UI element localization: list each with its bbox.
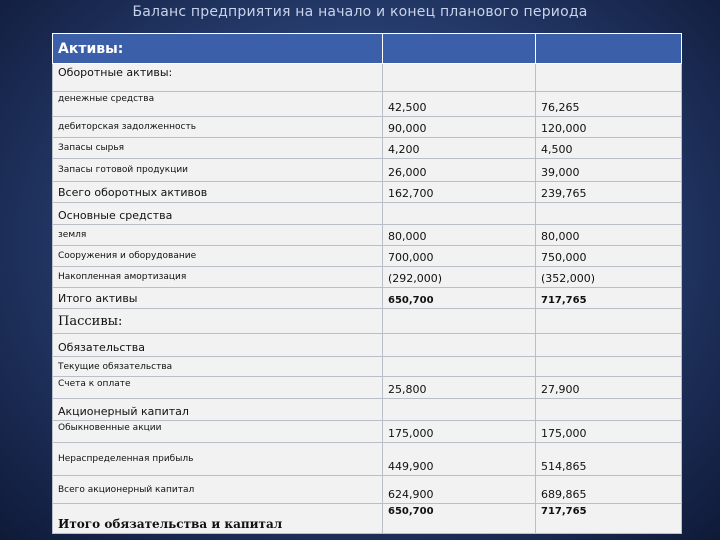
table-row xyxy=(53,377,682,399)
row-label: Обязательства xyxy=(53,334,383,357)
row-label: Итого обязательства и капитал xyxy=(53,504,383,534)
row-label: Текущие обязательства xyxy=(53,357,383,377)
row-value-start xyxy=(383,309,536,334)
row-value-end xyxy=(536,309,682,334)
row-value-end: 120,000 xyxy=(536,117,682,138)
row-label: Оборотные активы: xyxy=(53,64,383,92)
row-value-start: 175,000 xyxy=(383,421,536,443)
row-value-end: 4,500 xyxy=(536,138,682,159)
row-label: Счета к оплате xyxy=(53,377,383,399)
row-value-start xyxy=(383,203,536,225)
row-value-end xyxy=(536,357,682,377)
row-label: Всего акционерный капитал xyxy=(53,476,383,504)
row-value-end: 717,765 xyxy=(536,288,682,309)
slide-title: Баланс предприятия на начало и конец планового периода xyxy=(132,4,588,20)
row-value-end: 514,865 xyxy=(536,443,682,476)
table-row xyxy=(53,476,682,504)
table-row xyxy=(53,357,682,377)
row-value-start: 650,700 xyxy=(383,288,536,309)
table-row xyxy=(53,138,682,159)
table-row xyxy=(53,267,682,288)
row-value-start: 449,900 xyxy=(383,443,536,476)
row-value-end: 76,265 xyxy=(536,92,682,117)
header-col-end xyxy=(536,34,682,64)
table-row xyxy=(53,399,682,421)
row-value-end: 80,000 xyxy=(536,225,682,246)
row-label: Обыкновенные акции xyxy=(53,421,383,443)
table-row xyxy=(53,117,682,138)
table-row xyxy=(53,288,682,309)
table-row xyxy=(53,334,682,357)
row-label: Запасы сырья xyxy=(53,138,383,159)
header-col-start xyxy=(383,34,536,64)
row-label: земля xyxy=(53,225,383,246)
row-label: денежные средства xyxy=(53,92,383,117)
row-label: Сооружения и оборудование xyxy=(53,246,383,267)
row-value-start xyxy=(383,399,536,421)
table-header-row xyxy=(53,34,682,64)
row-value-start: 700,000 xyxy=(383,246,536,267)
row-value-end: 717,765 xyxy=(536,504,682,534)
row-value-start: 162,700 xyxy=(383,182,536,203)
row-label: дебиторская задолженность xyxy=(53,117,383,138)
table-row xyxy=(53,64,682,92)
table-row xyxy=(53,421,682,443)
row-value-end: (352,000) xyxy=(536,267,682,288)
row-value-end: 239,765 xyxy=(536,182,682,203)
row-label: Пассивы: xyxy=(53,309,383,334)
row-label: Накопленная амортизация xyxy=(53,267,383,288)
row-value-end: 175,000 xyxy=(536,421,682,443)
row-value-end xyxy=(536,399,682,421)
row-value-end xyxy=(536,64,682,92)
row-value-start: (292,000) xyxy=(383,267,536,288)
row-value-start: 42,500 xyxy=(383,92,536,117)
table-row xyxy=(53,92,682,117)
row-value-start: 650,700 xyxy=(383,504,536,534)
row-label: Основные средства xyxy=(53,203,383,225)
row-value-start: 90,000 xyxy=(383,117,536,138)
table-row xyxy=(53,203,682,225)
row-value-start: 25,800 xyxy=(383,377,536,399)
row-label: Итого активы xyxy=(53,288,383,309)
row-value-start xyxy=(383,357,536,377)
row-value-start xyxy=(383,334,536,357)
table-row xyxy=(53,504,682,534)
row-value-start xyxy=(383,64,536,92)
row-value-start: 4,200 xyxy=(383,138,536,159)
table-row xyxy=(53,443,682,476)
table-row xyxy=(53,159,682,182)
row-value-end xyxy=(536,334,682,357)
row-value-start: 80,000 xyxy=(383,225,536,246)
row-label: Акционерный капитал xyxy=(53,399,383,421)
table-row xyxy=(53,225,682,246)
row-label: Всего оборотных активов xyxy=(53,182,383,203)
row-label: Запасы готовой продукции xyxy=(53,159,383,182)
row-value-start: 624,900 xyxy=(383,476,536,504)
row-label: Нераспределенная прибыль xyxy=(53,443,383,476)
table-row xyxy=(53,246,682,267)
table-row xyxy=(53,309,682,334)
row-value-end: 39,000 xyxy=(536,159,682,182)
row-value-end: 27,900 xyxy=(536,377,682,399)
table-row xyxy=(53,182,682,203)
header-assets-label: Активы: xyxy=(53,34,383,64)
balance-sheet-table xyxy=(52,33,682,534)
row-value-end xyxy=(536,203,682,225)
row-value-end: 750,000 xyxy=(536,246,682,267)
row-value-end: 689,865 xyxy=(536,476,682,504)
row-value-start: 26,000 xyxy=(383,159,536,182)
